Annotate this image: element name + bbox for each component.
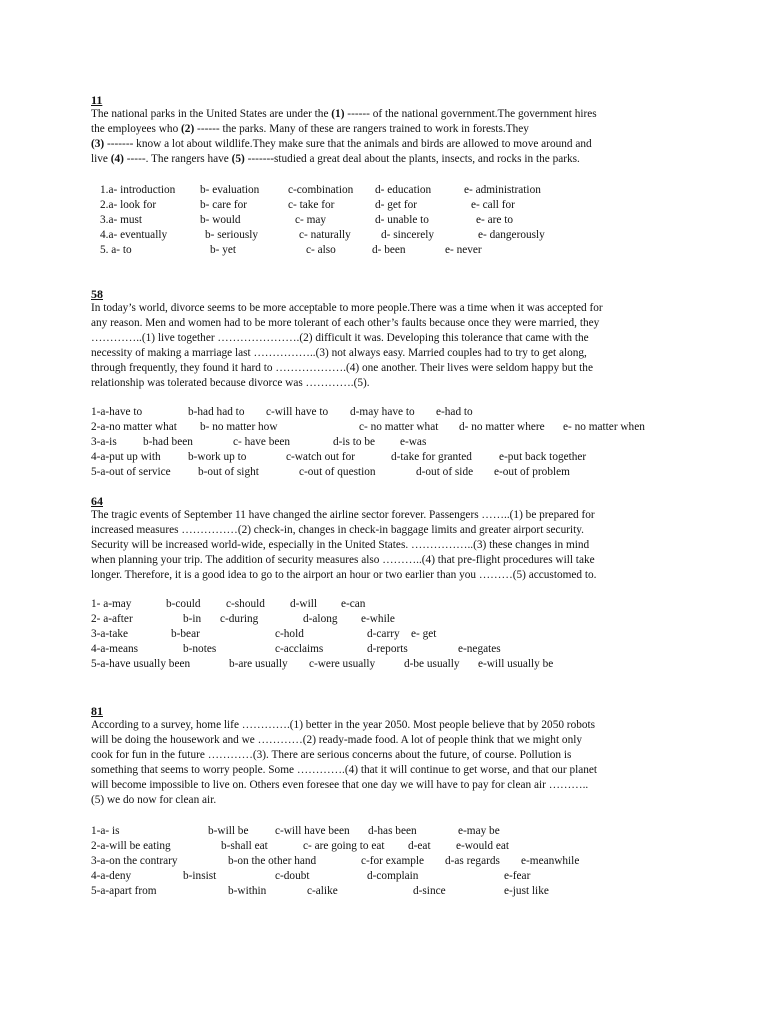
option: d-complain — [367, 870, 419, 882]
option: 2-a-will be eating — [91, 840, 171, 852]
passage-line: will become impossible to live on. Others even foresee that one day we will have to pay for clean air ……….. — [91, 779, 589, 791]
question-block-64 — [91, 494, 681, 672]
option: e-would eat — [456, 840, 510, 852]
options-list — [91, 824, 671, 899]
option: d- get for — [375, 199, 418, 211]
passage-line: (5) we do now for clean air. — [91, 794, 217, 806]
option: b- care for — [200, 199, 248, 211]
option: e- administration — [464, 184, 541, 196]
question-block-58 — [91, 287, 681, 480]
option: 1-a- is — [91, 825, 120, 837]
option: d-eat — [408, 840, 431, 852]
option: b- no matter how — [200, 421, 278, 433]
option: 2.a- look for — [100, 199, 157, 211]
option: b-work up to — [188, 451, 247, 463]
option: b-will be — [208, 825, 249, 837]
option: e- call for — [471, 199, 515, 211]
option-row — [91, 854, 671, 869]
passage-line: any reason. Men and women had to be more tolerant of each other’s faults because once they were married, they — [91, 317, 600, 329]
passage-line: According to a survey, home life ………….(1) better in the year 2050. Most people believe that by 2050 robots — [91, 719, 596, 731]
question-block-11 — [91, 93, 681, 258]
option: d-be usually — [404, 658, 460, 670]
option: c-should — [226, 598, 265, 610]
option-row — [91, 869, 671, 884]
option-row — [91, 198, 671, 213]
option: d-out of side — [416, 466, 474, 478]
option: 3.a- must — [100, 214, 143, 226]
option-row — [91, 642, 671, 657]
passage-line: The national parks in the United States are under the (1) ------ of the national government.The government hires — [91, 108, 597, 120]
option-row — [91, 420, 671, 435]
option: 3-a-is — [91, 436, 117, 448]
option: d-reports — [367, 643, 408, 655]
passage — [91, 301, 681, 391]
option: 5. a- to — [100, 244, 132, 256]
passage-line: something that seems to worry people. Some ………….(4) that it will continue to get worse, and that our planet — [91, 764, 598, 776]
options-list — [91, 183, 671, 258]
option-row — [91, 183, 671, 198]
option: c-hold — [275, 628, 304, 640]
question-number: 64 — [91, 494, 103, 508]
option: d-may have to — [350, 406, 415, 418]
option: c- take for — [288, 199, 335, 211]
option: b-shall eat — [221, 840, 268, 852]
option-row — [91, 597, 671, 612]
passage-line: will be doing the housework and we …………(2) ready-made food. A lot of people think that we might only — [91, 734, 583, 746]
option: d-take for granted — [391, 451, 472, 463]
option: e-can — [341, 598, 366, 610]
option-row — [91, 839, 671, 854]
option: e-negates — [458, 643, 501, 655]
option-row — [91, 243, 671, 258]
option: c-will have been — [275, 825, 350, 837]
option: b-notes — [183, 643, 217, 655]
option: c- naturally — [299, 229, 351, 241]
option-row — [91, 824, 671, 839]
option: d-carry — [367, 628, 400, 640]
option-row — [91, 465, 671, 480]
passage-line: through frequently, they found it hard to ……………….(4) one another. Their lives were seldom happy but the — [91, 362, 593, 374]
question-block-81 — [91, 704, 681, 899]
option: d- unable to — [375, 214, 429, 226]
options-list — [91, 405, 671, 480]
passage-line: The tragic events of September 11 have changed the airline sector forever. Passengers ……..(1) be prepared for — [91, 509, 595, 521]
option: d-will — [290, 598, 317, 610]
option: b-in — [183, 613, 202, 625]
passage-line: Security will be increased world-wide, especially in the United States. ……………..(3) these changes in mind — [91, 539, 590, 551]
option: e-may be — [458, 825, 500, 837]
passage-line: the employees who (2) ------ the parks. Many of these are rangers trained to work in forests.They — [91, 123, 529, 135]
option: e-meanwhile — [521, 855, 580, 867]
question-number: 81 — [91, 704, 103, 718]
option: e-while — [361, 613, 395, 625]
option: c-doubt — [275, 870, 310, 882]
option: e-fear — [504, 870, 531, 882]
passage — [91, 107, 681, 167]
options-list — [91, 597, 671, 672]
passage-line: (3) ------- know a lot about wildlife.They make sure that the animals and birds are allowed to move around and — [91, 138, 592, 150]
option: c-combination — [288, 184, 354, 196]
option: b- would — [200, 214, 241, 226]
option: 4-a-deny — [91, 870, 132, 882]
passage-line: In today’s world, divorce seems to be more acceptable to more people.There was a time when it was accepted for — [91, 302, 603, 314]
option: e- dangerously — [478, 229, 545, 241]
option: c-during — [220, 613, 259, 625]
option: d-has been — [368, 825, 417, 837]
option: c-acclaims — [275, 643, 324, 655]
option: b- yet — [210, 244, 237, 256]
passage-line: …………..(1) live together ………………….(2) difficult it was. Developing this tolerance that came with the — [91, 332, 589, 344]
option: 2- a-after — [91, 613, 133, 625]
question-number: 11 — [91, 93, 103, 107]
option: 3-a-take — [91, 628, 129, 640]
option: e-will usually be — [478, 658, 554, 670]
option: e-put back together — [499, 451, 587, 463]
option: 1.a- introduction — [100, 184, 176, 196]
option: 4-a-put up with — [91, 451, 161, 463]
option: c- may — [295, 214, 327, 226]
passage-line: longer. Therefore, it is a good idea to go to the airport an hour or two earlier than you ………(5) accustomed to. — [91, 569, 597, 581]
option: b-had had to — [188, 406, 245, 418]
passage — [91, 508, 681, 583]
option-row — [91, 612, 671, 627]
passage-line: increased measures ……………(2) check-in, changes in check-in baggage limits and greater airport security. — [91, 524, 585, 536]
option: c- no matter what — [359, 421, 439, 433]
option: c- also — [306, 244, 336, 256]
option: 2-a-no matter what — [91, 421, 177, 433]
option: e-out of problem — [494, 466, 570, 478]
option-row — [91, 213, 671, 228]
passage — [91, 718, 681, 808]
option: d- education — [375, 184, 432, 196]
option: d- no matter where — [459, 421, 545, 433]
option: c-will have to — [266, 406, 329, 418]
option: b-could — [166, 598, 201, 610]
option: e- no matter when — [563, 421, 645, 433]
question-number: 58 — [91, 287, 103, 301]
option: c- have been — [233, 436, 291, 448]
option-row — [91, 884, 671, 899]
option: e- never — [445, 244, 482, 256]
option: b- seriously — [205, 229, 259, 241]
option: e-was — [400, 436, 427, 448]
option: d-is to be — [333, 436, 376, 448]
option: d-along — [303, 613, 338, 625]
option: e-just like — [504, 885, 549, 897]
option: b-out of sight — [198, 466, 259, 478]
option: 5-a-have usually been — [91, 658, 191, 670]
option: b-on the other hand — [228, 855, 317, 867]
passage-line: when planning your trip. The addition of security measures also ………..(4) that pre-flight procedures will take — [91, 554, 595, 566]
passage-line: cook for fun in the future …………(3). There are serious concerns about the future, of course. Pollution is — [91, 749, 572, 761]
option: d-as regards — [445, 855, 500, 867]
option: c-were usually — [309, 658, 376, 670]
option: 4-a-means — [91, 643, 139, 655]
option-row — [91, 228, 671, 243]
option: e- are to — [476, 214, 514, 226]
option: d- been — [372, 244, 406, 256]
option: b-bear — [171, 628, 200, 640]
option: d- sincerely — [381, 229, 435, 241]
option-row — [91, 657, 671, 672]
option: 1- a-may — [91, 598, 132, 610]
option: 1-a-have to — [91, 406, 143, 418]
option: d-since — [413, 885, 446, 897]
option: c-watch out for — [286, 451, 356, 463]
option: c-for example — [361, 855, 425, 867]
option: 5-a-apart from — [91, 885, 157, 897]
option-row — [91, 627, 671, 642]
option: c-alike — [307, 885, 338, 897]
option-row — [91, 435, 671, 450]
option: 5-a-out of service — [91, 466, 171, 478]
option: e- get — [411, 628, 437, 640]
passage-line: relationship was tolerated because divorce was ………….(5). — [91, 377, 370, 389]
option: b-within — [228, 885, 267, 897]
option: b-insist — [183, 870, 217, 882]
option-row — [91, 405, 671, 420]
option: b- evaluation — [200, 184, 260, 196]
option: c-out of question — [299, 466, 376, 478]
option: e-had to — [436, 406, 473, 418]
passage-line: live (4) -----. The rangers have (5) -------studied a great deal about the plants, insects, and rocks in the parks. — [91, 153, 580, 165]
option-row — [91, 450, 671, 465]
option: 3-a-on the contrary — [91, 855, 178, 867]
option: b-had been — [143, 436, 193, 448]
option: 4.a- eventually — [100, 229, 168, 241]
option: b-are usually — [229, 658, 288, 670]
passage-line: necessity of making a marriage last ……………..(3) not always easy. Married couples had to try to get along, — [91, 347, 587, 359]
option: c- are going to eat — [303, 840, 385, 852]
